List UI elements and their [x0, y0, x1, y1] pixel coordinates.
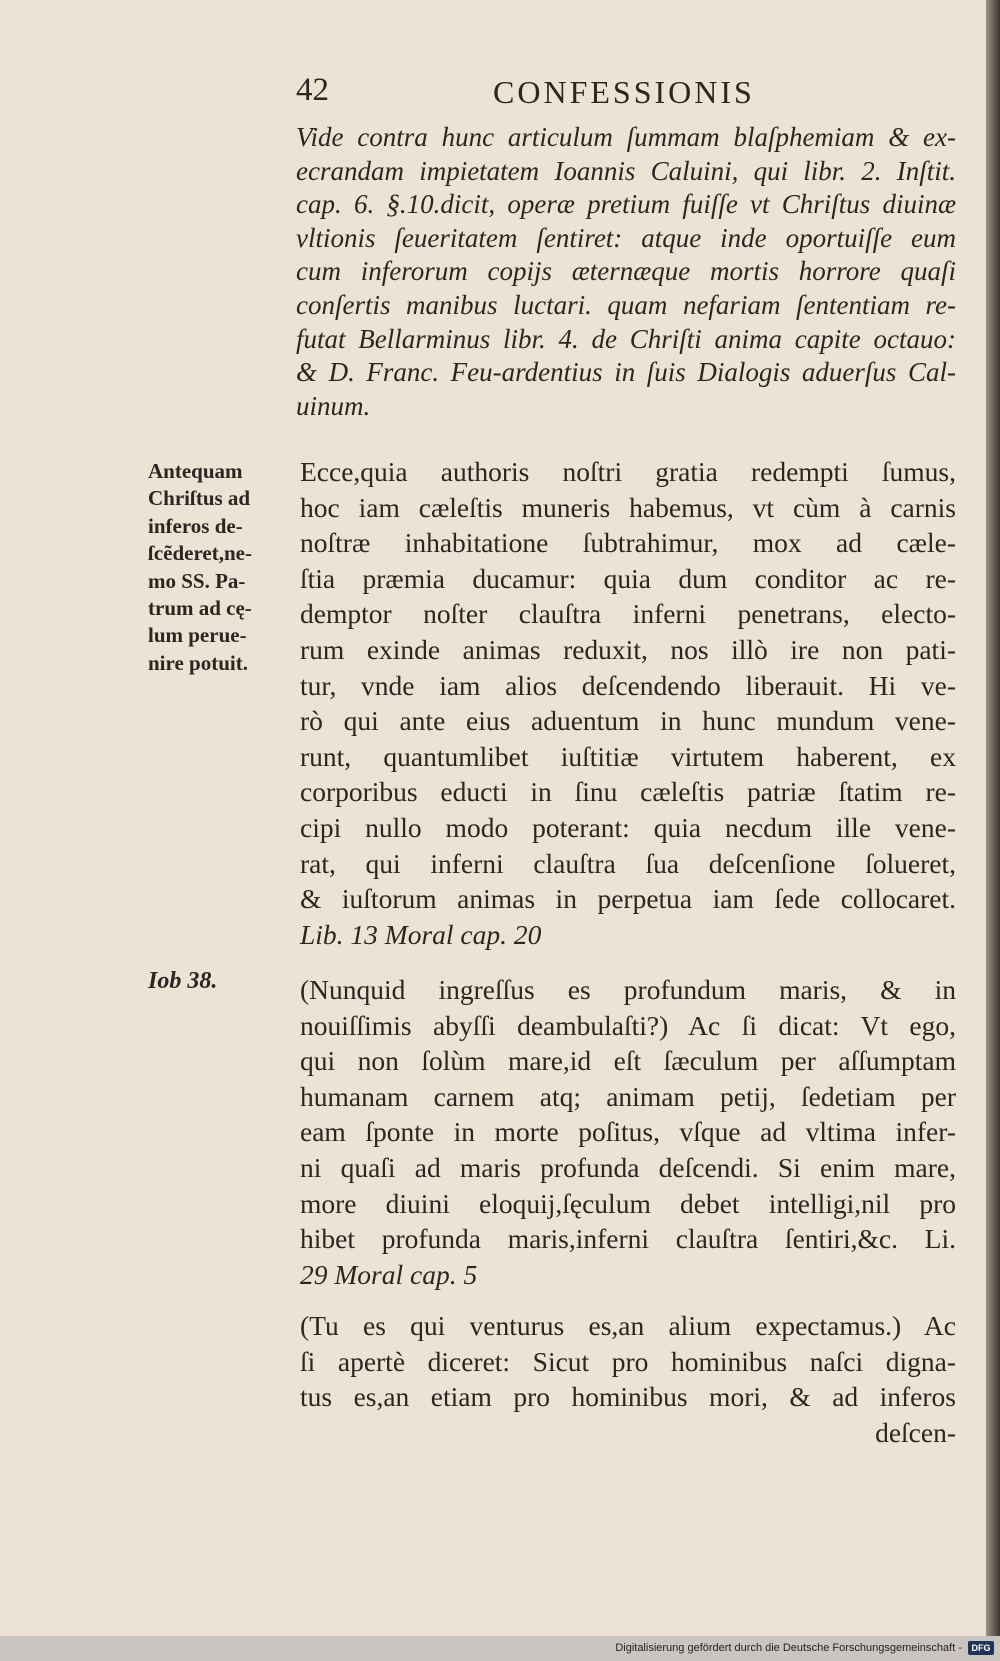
paragraph-3	[300, 1308, 956, 1450]
text-line: rum exinde animas reduxit, nos illò ire non pati-	[300, 633, 956, 665]
dfg-logo: DFG	[968, 1641, 994, 1655]
text-line: eam ſponte in morte poſitus, vſque ad vltima infer-	[300, 1116, 956, 1148]
text-line: (Nunquid ingreſſus es profundum maris, & in	[300, 974, 956, 1005]
text-line: (Tu es qui venturus es,an alium expectamus.) Ac	[300, 1310, 956, 1341]
text-line: Ecce,quia authoris noſtri gratia redempti ſumus,	[300, 456, 956, 487]
text-line: tus es,an etiam pro hominibus mori, & ad inferos	[300, 1381, 956, 1413]
paragraph-1	[300, 454, 956, 952]
note-line: cum inferorum copijs æternæque mortis horrore quaſi	[296, 256, 956, 287]
note-line: vltionis ſeueritatem ſentiret: atque inde oportuiſſe eum	[296, 222, 956, 253]
note-line: & D. Franc. Feu-ardentius in ſuis Dialogis aduerſus Cal-	[296, 357, 956, 388]
text-line: & iuſtorum animas in perpetua iam ſede collocaret.	[300, 883, 956, 915]
note-line: futat Bellarminus libr. 4. de Chriſti anima capite octauo:	[296, 323, 956, 354]
margin-line: mo SS. Pa-	[148, 568, 246, 593]
text-line: rat, qui inferni clauſtra ſua deſcenſione ſolueret,	[300, 847, 956, 879]
text-line: ſtia præmia ducamur: quia dum conditor ac re-	[300, 562, 956, 594]
note-line: cap. 6. §.10.dicit, operæ pretium fuiſſe vt Chriſtus diuinæ	[296, 189, 956, 220]
note-line: conſertis manibus luctari. quam nefariam ſententiam re-	[296, 289, 956, 320]
text-line: ni quaſi ad maris profunda deſcendi. Si enim mare,	[300, 1151, 956, 1183]
page-number: 42	[296, 72, 329, 108]
margin-line: inferos de-	[148, 513, 243, 538]
running-title: CONFESSIONIS	[493, 74, 755, 110]
margin-line: ſcẽderet,ne-	[148, 541, 252, 566]
margin-line: Chriſtus ad	[148, 486, 251, 511]
page-header	[296, 72, 796, 112]
margin-line: lum perue-	[148, 623, 247, 648]
margin-note-descent	[148, 458, 293, 677]
margin-line: nire potuit.	[148, 650, 248, 675]
text-line: hibet profunda maris,inferni clauſtra ſentiri,&c. Li.	[300, 1223, 956, 1255]
margin-line: Antequam	[148, 459, 243, 483]
note-line: ecrandam impietatem Ioannis Caluini, qui libr. 2. Inſtit.	[296, 155, 956, 186]
margin-line: trum ad cę-	[148, 596, 252, 621]
note-line: Vide contra hunc articulum ſummam blaſphemiam & ex-	[296, 122, 956, 152]
text-line: humanam carnem atq; animam petij, ſedetiam per	[300, 1080, 956, 1112]
citation: 29 Moral cap. 5	[300, 1258, 478, 1290]
text-line: hoc iam cæleſtis muneris habemus, vt cùm à carnis	[300, 491, 956, 523]
footer-bar	[0, 1636, 1000, 1661]
citation: Lib. 13 Moral cap. 20	[300, 918, 542, 950]
text-line: runt, quantumlibet iuſtitiæ virtutem haberent, ex	[300, 740, 956, 772]
italic-note	[296, 121, 956, 423]
text-line: rò qui ante eius aduentum in hunc mundum vene-	[300, 705, 956, 737]
catchword: deſcen-	[875, 1416, 956, 1448]
text-line: cipi nullo modo poterant: quia necdum ille vene-	[300, 811, 956, 843]
page-edge	[986, 0, 1000, 1636]
text-line: more diuini eloquij,ſęculum debet intelligi,nil pro	[300, 1187, 956, 1219]
margin-note-job: Iob 38.	[148, 968, 218, 994]
text-line: ſi apertè diceret: Sicut pro hominibus naſci digna-	[300, 1345, 956, 1377]
text-line: nouiſſimis abyſſi deambulaſti?) Ac ſi dicat: Vt ego,	[300, 1009, 956, 1041]
text-line: corporibus educti in ſinu cæleſtis patriæ ſtatim re-	[300, 776, 956, 808]
footer-credit: Digitalisierung gefördert durch die Deutsche Forschungsgemeinschaft -	[615, 1642, 962, 1654]
paragraph-2	[300, 972, 956, 1292]
note-line: uinum.	[296, 390, 371, 421]
text-line: noſtræ inhabitatione ſubtrahimur, mox ad cæle-	[300, 527, 956, 559]
text-line: qui non ſolùm mare,id eſt ſæculum per aſſumptam	[300, 1045, 956, 1077]
text-line: tur, vnde iam alios deſcendendo liberauit. Hi ve-	[300, 669, 956, 701]
text-line: demptor noſter clauſtra inferni penetrans, electo-	[300, 598, 956, 630]
